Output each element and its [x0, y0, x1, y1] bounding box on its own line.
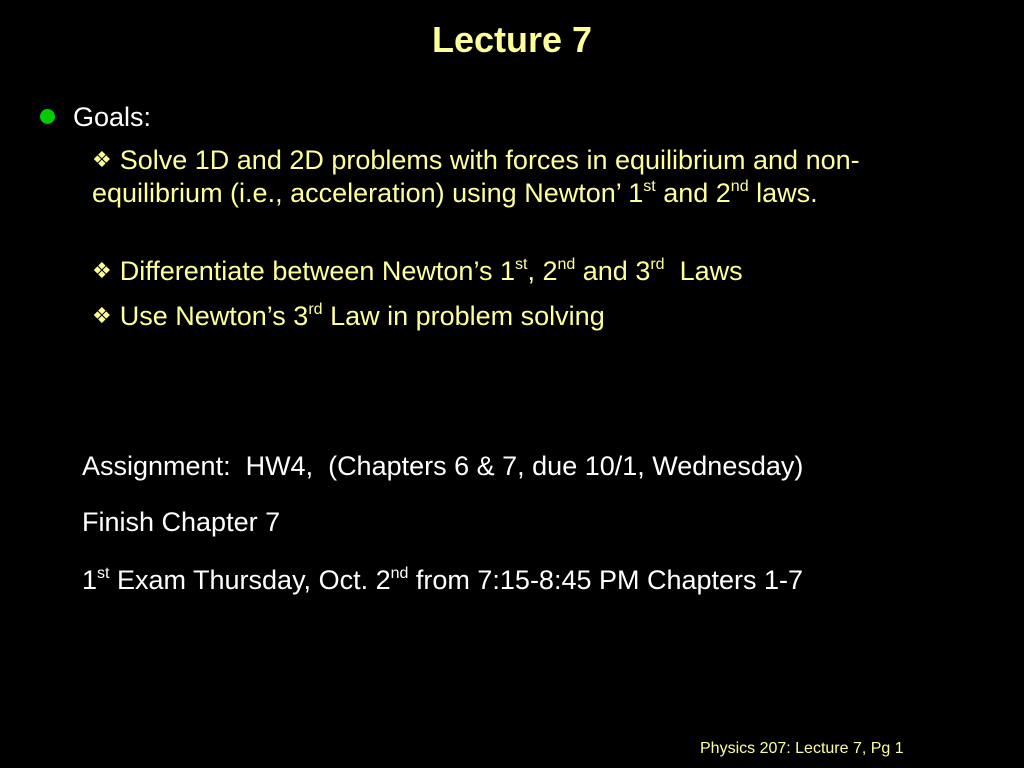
exam-text-2: Exam Thursday, Oct. 2: [109, 565, 391, 595]
goals-label: Goals:: [73, 102, 152, 132]
goals-heading: [40, 100, 151, 134]
exam-text-1: 1: [82, 565, 98, 595]
exam-line: [82, 563, 803, 597]
finish-chapter-line: Finish Chapter 7: [82, 507, 281, 537]
goal-2-text-2: , 2: [527, 256, 558, 286]
exam-sup-nd: nd: [390, 565, 409, 582]
goal-item-1: [92, 143, 972, 210]
slide-title: Lecture 7: [431, 19, 593, 60]
exam-sup-st: st: [97, 565, 110, 582]
goal-item-2: [92, 254, 972, 288]
goal-2-sup-nd: nd: [557, 256, 576, 273]
goal-1-text-3: laws.: [748, 178, 818, 208]
goal-3-text: Use Newton’s 3: [119, 301, 309, 331]
goal-3-sup-rd: rd: [308, 301, 323, 318]
green-dot-icon: [40, 109, 55, 124]
assignment-line: Assignment: HW4, (Chapters 6 & 7, due 10/1, Wednesday): [82, 451, 804, 481]
goal-1-text: Solve 1D and 2D problems with forces in equilibrium and non-equilibrium (i.e., acceleration) using Newton’ 1: [92, 145, 860, 208]
goal-2-text-3: and 3: [575, 256, 651, 286]
goal-2-text-4: Laws: [664, 256, 743, 286]
goal-2-text: Differentiate between Newton’s 1: [119, 256, 515, 286]
four-diamond-icon: ❖: [92, 303, 112, 328]
goal-2-sup-st: st: [514, 256, 528, 273]
slide-footer: Physics 207: Lecture 7, Pg 1: [700, 740, 904, 757]
goal-1-text-2: and 2: [655, 178, 731, 208]
goal-1-sup-nd: nd: [730, 178, 749, 195]
goal-item-3: [92, 299, 972, 333]
goal-1-sup-st: st: [643, 178, 656, 195]
goal-3-text-2: Law in problem solving: [322, 301, 605, 331]
four-diamond-icon: ❖: [92, 147, 112, 172]
exam-text-3: from 7:15-8:45 PM Chapters 1-7: [408, 565, 804, 595]
goal-2-sup-rd: rd: [650, 256, 665, 273]
four-diamond-icon: ❖: [92, 258, 112, 283]
